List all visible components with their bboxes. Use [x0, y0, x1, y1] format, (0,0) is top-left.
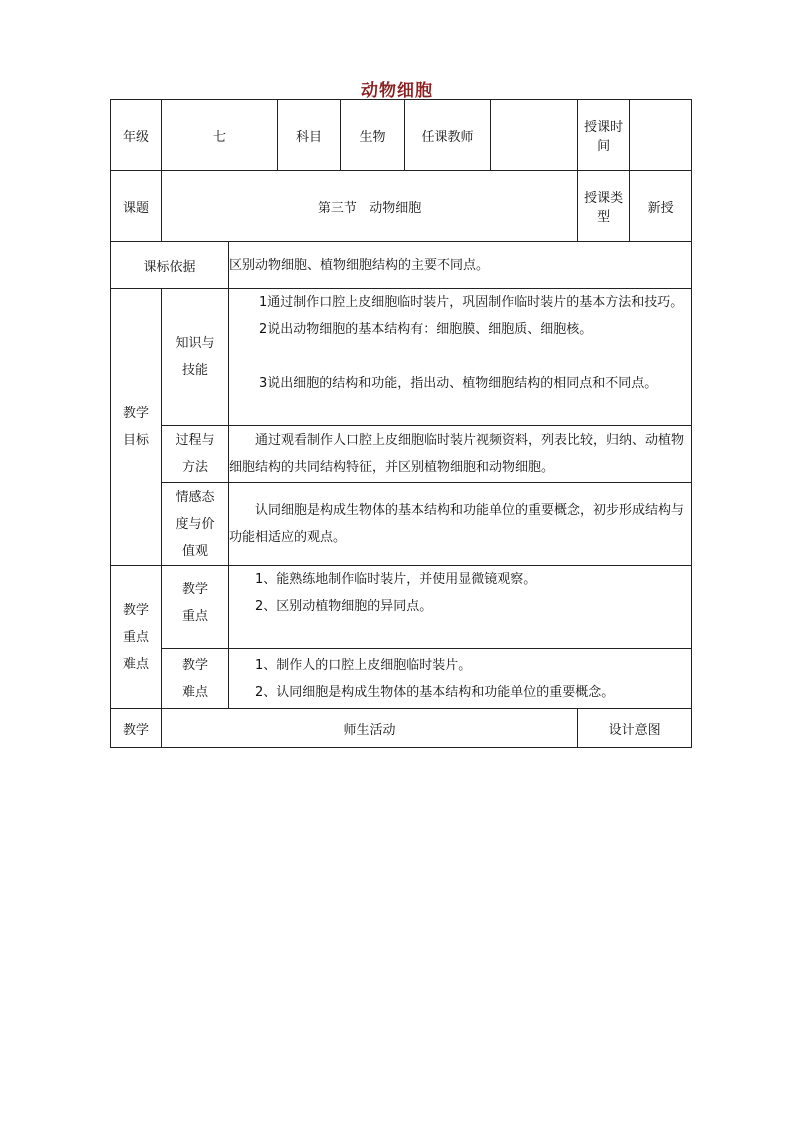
time-value	[630, 100, 692, 171]
objective-knowledge-row	[111, 289, 692, 426]
knowledge-label: 知识与 技能	[162, 289, 229, 426]
knowledge-item-1: 1通过制作口腔上皮细胞临时装片，巩固制作临时装片的基本方法和技巧。	[259, 295, 684, 310]
lesson-plan-table	[110, 99, 692, 748]
topic-value: 第三节 动物细胞	[162, 171, 578, 242]
attitude-text: 认同细胞是构成生物体的基本结构和功能单位的重要概念，初步形成结构与功能相适应的观点。	[229, 483, 692, 566]
knowledge-text	[229, 289, 692, 426]
basis-label: 课标依据	[111, 242, 229, 289]
attitude-label: 情感态 度与价 值观	[162, 483, 229, 566]
teacher-label: 任课教师	[405, 100, 491, 171]
basis-text: 区别动物细胞、植物细胞结构的主要不同点。	[229, 242, 692, 289]
grade-value: 七	[162, 100, 278, 171]
grade-label: 年级	[111, 100, 162, 171]
objective-attitude-row	[111, 483, 692, 566]
focus-item-2: 2、区别动植物细胞的异同点。	[255, 599, 433, 614]
time-label: 授课时间	[578, 100, 630, 171]
keypoints-label: 教学 重点 难点	[111, 566, 162, 709]
knowledge-item-3: 3说出细胞的结构和功能，指出动、植物细胞结构的相同点和不同点。	[259, 376, 658, 391]
basis-row	[111, 242, 692, 289]
process-text: 通过观看制作人口腔上皮细胞临时装片视频资料，列表比较，归纳、动植物细胞结构的共同结构特征，并区别植物细胞和动物细胞。	[229, 426, 692, 483]
design-intent-label: 设计意图	[578, 709, 692, 748]
topic-label: 课题	[111, 171, 162, 242]
focus-row	[111, 566, 692, 649]
focus-item-1: 1、能熟练地制作临时装片，并使用显微镜观察。	[255, 572, 537, 587]
focus-text	[229, 566, 692, 649]
focus-label: 教学 重点	[162, 566, 229, 649]
lesson-type-value: 新授	[630, 171, 692, 242]
subject-label: 科目	[278, 100, 341, 171]
lesson-type-label: 授课类型	[578, 171, 630, 242]
page-title: 动物细胞	[361, 81, 433, 101]
process-header-row	[111, 709, 692, 748]
objective-process-row	[111, 426, 692, 483]
process-label: 过程与 方法	[162, 426, 229, 483]
objectives-label: 教学 目标	[111, 289, 162, 566]
difficulty-item-1: 1、制作人的口腔上皮细胞临时装片。	[255, 657, 472, 673]
teacher-value	[491, 100, 578, 171]
knowledge-item-2: 2说出动物细胞的基本结构有：细胞膜、细胞质、细胞核。	[259, 322, 593, 337]
difficulty-item-2: 2、认同细胞是构成生物体的基本结构和功能单位的重要概念。	[255, 684, 615, 700]
activities-label: 师生活动	[162, 709, 578, 748]
teaching-label: 教学	[111, 709, 162, 748]
difficulty-label: 教学 难点	[162, 649, 229, 709]
difficulty-row	[111, 649, 692, 709]
subject-value: 生物	[341, 100, 405, 171]
topic-row	[111, 171, 692, 242]
header-row	[111, 100, 692, 171]
difficulty-text	[229, 649, 692, 709]
